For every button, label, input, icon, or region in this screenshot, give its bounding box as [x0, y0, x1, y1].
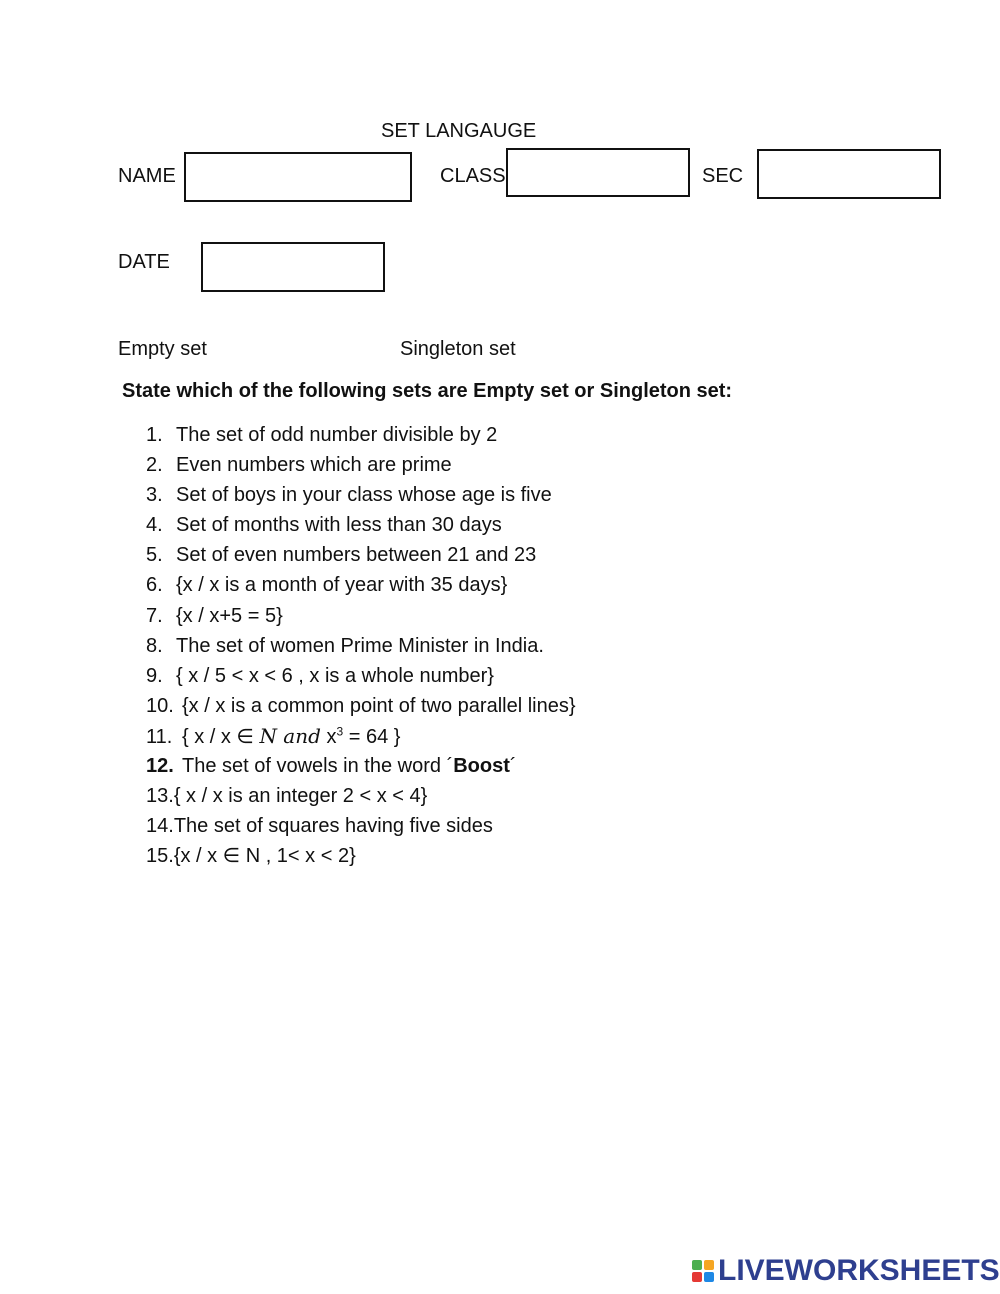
- bold-word: Boost: [453, 755, 510, 778]
- question-text: = 64 }: [343, 725, 401, 748]
- question-number: 3.: [146, 484, 163, 507]
- list-item[interactable]: [146, 540, 576, 570]
- question-number: 11.: [146, 725, 173, 748]
- question-text: { x / 5 < x < 6 , x is a whole number}: [176, 664, 494, 687]
- logo-mark-square: [704, 1260, 714, 1270]
- math-expression: N and: [259, 723, 321, 748]
- class-label: CLASS: [440, 165, 506, 187]
- logo-text: LIVEWORKSHEETS: [718, 1254, 1000, 1287]
- date-input[interactable]: [201, 242, 385, 292]
- name-label: NAME: [118, 165, 176, 187]
- question-text: {x / x is a month of year with 35 days}: [176, 574, 508, 597]
- question-number: 6.: [146, 574, 163, 597]
- page-title: SET LANGAUGE: [381, 120, 537, 142]
- question-text: Even numbers which are prime: [176, 454, 452, 477]
- list-item[interactable]: [146, 841, 576, 871]
- question-text: Set of boys in your class whose age is five: [176, 484, 552, 507]
- list-item[interactable]: [146, 601, 576, 631]
- logo-mark-icon: [692, 1260, 714, 1282]
- list-item[interactable]: [146, 781, 576, 811]
- question-number: 1.: [146, 424, 163, 446]
- question-text: {x / x ∈ N , 1< x < 2}: [173, 845, 356, 868]
- question-text: The set of odd number divisible by 2: [176, 424, 498, 446]
- list-item[interactable]: [146, 480, 576, 510]
- question-text: {x / x+5 = 5}: [176, 604, 283, 627]
- list-item[interactable]: [146, 661, 576, 691]
- question-text: The set of vowels in the word ´: [182, 755, 454, 778]
- question-number: 10.: [146, 694, 174, 717]
- question-text: Set of months with less than 30 days: [176, 514, 502, 537]
- class-input[interactable]: [506, 148, 690, 197]
- question-text: Set of even numbers between 21 and 23: [176, 544, 537, 567]
- question-text: The set of squares having five sides: [173, 815, 493, 838]
- list-item[interactable]: [146, 450, 576, 480]
- sec-label: SEC: [702, 165, 744, 187]
- question-text: { x / x ∈: [182, 725, 260, 748]
- question-text: {x / x is a common point of two parallel lines}: [182, 694, 576, 717]
- question-number: 9.: [146, 664, 163, 687]
- question-number: 12.: [146, 755, 174, 778]
- list-item[interactable]: [146, 510, 576, 540]
- list-item[interactable]: [146, 751, 576, 781]
- list-item[interactable]: [146, 631, 576, 661]
- question-number: 15.: [146, 845, 174, 868]
- list-item[interactable]: [146, 691, 576, 721]
- question-text: x: [320, 725, 337, 748]
- logo-mark-square: [692, 1272, 702, 1282]
- sec-input[interactable]: [757, 149, 941, 199]
- option-singleton-set[interactable]: Singleton set: [400, 338, 516, 360]
- question-text: { x / x is an integer 2 < x < 4}: [173, 785, 428, 808]
- name-input[interactable]: [184, 152, 412, 202]
- question-list: [146, 420, 576, 871]
- instruction-text: State which of the following sets are Empty set or Singleton set:: [122, 380, 733, 402]
- question-text: ´: [509, 755, 517, 778]
- list-item[interactable]: [146, 420, 576, 450]
- logo-mark-square: [692, 1260, 702, 1270]
- question-number: 8.: [146, 634, 163, 657]
- liveworksheets-logo: [692, 1254, 1000, 1288]
- question-text: The set of women Prime Minister in India.: [176, 634, 544, 657]
- option-empty-set[interactable]: Empty set: [118, 338, 207, 360]
- list-item[interactable]: [146, 811, 576, 841]
- question-number: 14.: [146, 815, 174, 838]
- question-number: 4.: [146, 514, 163, 537]
- question-number: 7.: [146, 604, 163, 627]
- logo-mark-square: [704, 1272, 714, 1282]
- question-number: 5.: [146, 544, 163, 567]
- list-item[interactable]: [146, 721, 576, 751]
- question-number: 13.: [146, 785, 174, 808]
- superscript: 3: [336, 724, 344, 739]
- question-number: 2.: [146, 454, 163, 477]
- list-item[interactable]: [146, 570, 576, 600]
- date-label: DATE: [118, 251, 170, 273]
